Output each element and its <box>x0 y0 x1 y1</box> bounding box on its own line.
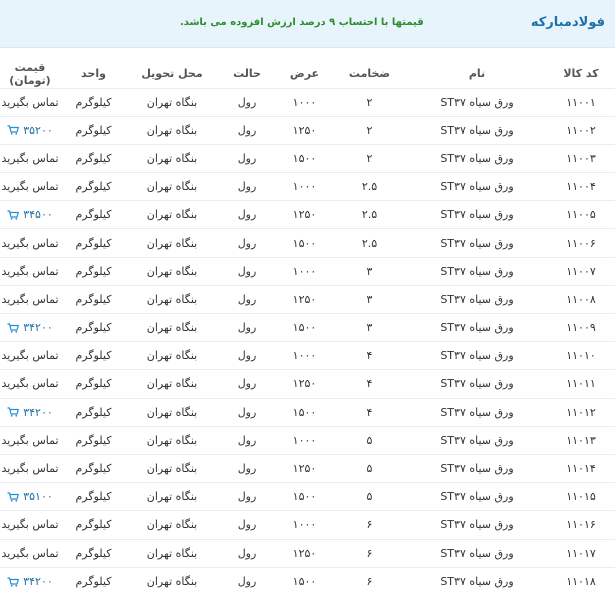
location-cell: بنگاه تهران <box>146 490 198 504</box>
unit-cell: کیلوگرم <box>75 405 112 419</box>
col-header-width: عرض <box>289 67 320 81</box>
price-cell[interactable] <box>0 144 60 172</box>
thickness-cell: ۴ <box>366 377 373 391</box>
contact-us-text[interactable]: تماس بگیرید <box>1 151 59 165</box>
code-cell: ۱۱۰۰۷ <box>566 264 596 278</box>
thickness-cell: ۲.۵ <box>361 180 378 194</box>
width-cell: ۱۲۵۰ <box>292 123 317 137</box>
price-cell[interactable] <box>0 116 60 144</box>
price-cell[interactable] <box>0 257 60 285</box>
code-cell: ۱۱۰۱۰ <box>566 349 596 363</box>
price-cell[interactable] <box>0 88 60 116</box>
state-cell: رول <box>237 518 257 532</box>
code-cell: ۱۱۰۰۹ <box>566 321 596 335</box>
price-cell[interactable] <box>0 454 60 482</box>
code-cell: ۱۱۰۱۷ <box>566 546 596 560</box>
location-cell: بنگاه تهران <box>146 95 198 109</box>
cart-icon[interactable] <box>7 210 19 220</box>
contact-us-text[interactable]: تماس بگیرید <box>1 433 59 447</box>
price-cell[interactable] <box>0 173 60 201</box>
width-cell: ۱۰۰۰ <box>292 264 317 278</box>
price-value: ۳۵۱۰۰ <box>23 490 53 504</box>
location-cell: بنگاه تهران <box>146 180 198 194</box>
price-table <box>0 60 615 595</box>
price-cell[interactable] <box>0 285 60 313</box>
price-cell[interactable] <box>0 342 60 370</box>
state-cell: رول <box>237 180 257 194</box>
cart-icon[interactable] <box>7 492 19 502</box>
width-cell: ۱۵۰۰ <box>292 405 317 419</box>
name-cell: ورق سیاه ST۳۷ <box>440 292 514 306</box>
width-cell: ۱۵۰۰ <box>292 151 317 165</box>
table-row <box>0 257 615 285</box>
price-buy-link[interactable] <box>7 575 53 588</box>
state-cell: رول <box>237 151 257 165</box>
name-cell: ورق سیاه ST۳۷ <box>440 377 514 391</box>
state-cell: رول <box>237 208 257 222</box>
contact-us-text[interactable]: تماس بگیرید <box>1 518 59 532</box>
contact-us-text[interactable]: تماس بگیرید <box>1 264 59 278</box>
price-buy-link[interactable] <box>7 321 53 334</box>
location-cell: بنگاه تهران <box>146 377 198 391</box>
price-buy-link[interactable] <box>7 406 53 419</box>
price-value: ۳۴۲۰۰ <box>23 321 53 335</box>
code-cell: ۱۱۰۰۲ <box>566 123 596 137</box>
name-cell: ورق سیاه ST۳۷ <box>440 490 514 504</box>
thickness-cell: ۶ <box>366 546 373 560</box>
table-row <box>0 201 615 229</box>
thickness-cell: ۲ <box>366 123 373 137</box>
state-cell: رول <box>237 546 257 560</box>
width-cell: ۱۲۵۰ <box>292 462 317 476</box>
contact-us-text[interactable]: تماس بگیرید <box>1 546 59 560</box>
code-cell: ۱۱۰۰۶ <box>566 236 596 250</box>
table-row <box>0 229 615 257</box>
code-cell: ۱۱۰۰۸ <box>566 292 596 306</box>
price-value: ۳۴۵۰۰ <box>23 208 53 222</box>
code-cell: ۱۱۰۱۱ <box>566 377 596 391</box>
unit-cell: کیلوگرم <box>75 292 112 306</box>
state-cell: رول <box>237 349 257 363</box>
col-header-unit: واحد <box>81 67 106 81</box>
price-buy-link[interactable] <box>7 490 53 503</box>
cart-icon[interactable] <box>7 407 19 417</box>
location-cell: بنگاه تهران <box>146 123 198 137</box>
unit-cell: کیلوگرم <box>75 518 112 532</box>
contact-us-text[interactable]: تماس بگیرید <box>1 180 59 194</box>
price-cell[interactable] <box>0 539 60 567</box>
code-cell: ۱۱۰۰۵ <box>566 208 596 222</box>
location-cell: بنگاه تهران <box>146 208 198 222</box>
table-row <box>0 454 615 482</box>
table-row <box>0 539 615 567</box>
thickness-cell: ۶ <box>366 575 373 589</box>
code-cell: ۱۱۰۰۱ <box>566 95 596 109</box>
cart-icon[interactable] <box>7 323 19 333</box>
state-cell: رول <box>237 490 257 504</box>
table-row <box>0 398 615 426</box>
width-cell: ۱۵۰۰ <box>292 236 317 250</box>
unit-cell: کیلوگرم <box>75 208 112 222</box>
name-cell: ورق سیاه ST۳۷ <box>440 405 514 419</box>
code-cell: ۱۱۰۱۴ <box>566 462 596 476</box>
vat-note: قیمتها با احتساب ۹ درصد ارزش افزوده می باشد. <box>180 17 424 28</box>
name-cell: ورق سیاه ST۳۷ <box>440 321 514 335</box>
col-header-price: قیمت (تومان) <box>9 60 51 87</box>
table-row <box>0 567 615 595</box>
unit-cell: کیلوگرم <box>75 433 112 447</box>
table-row <box>0 426 615 454</box>
code-cell: ۱۱۰۱۲ <box>566 405 596 419</box>
price-cell[interactable] <box>0 201 60 229</box>
state-cell: رول <box>237 405 257 419</box>
state-cell: رول <box>237 264 257 278</box>
price-cell[interactable] <box>0 398 60 426</box>
unit-cell: کیلوگرم <box>75 123 112 137</box>
thickness-cell: ۶ <box>366 518 373 532</box>
width-cell: ۱۵۰۰ <box>292 490 317 504</box>
unit-cell: کیلوگرم <box>75 95 112 109</box>
price-cell[interactable] <box>0 314 60 342</box>
state-cell: رول <box>237 377 257 391</box>
width-cell: ۱۲۵۰ <box>292 208 317 222</box>
width-cell: ۱۰۰۰ <box>292 518 317 532</box>
table-row <box>0 342 615 370</box>
contact-us-text[interactable]: تماس بگیرید <box>1 236 59 250</box>
unit-cell: کیلوگرم <box>75 377 112 391</box>
name-cell: ورق سیاه ST۳۷ <box>440 349 514 363</box>
state-cell: رول <box>237 236 257 250</box>
price-value: ۳۴۲۰۰ <box>23 405 53 419</box>
thickness-cell: ۴ <box>366 349 373 363</box>
table-header-row <box>0 60 615 88</box>
location-cell: بنگاه تهران <box>146 433 198 447</box>
location-cell: بنگاه تهران <box>146 405 198 419</box>
name-cell: ورق سیاه ST۳۷ <box>440 123 514 137</box>
code-cell: ۱۱۰۰۳ <box>566 151 596 165</box>
price-cell[interactable] <box>0 511 60 539</box>
thickness-cell: ۲ <box>366 95 373 109</box>
unit-cell: کیلوگرم <box>75 151 112 165</box>
width-cell: ۱۲۵۰ <box>292 546 317 560</box>
page-header <box>0 0 615 48</box>
thickness-cell: ۲.۵ <box>361 208 378 222</box>
width-cell: ۱۰۰۰ <box>292 349 317 363</box>
contact-us-text[interactable]: تماس بگیرید <box>1 377 59 391</box>
name-cell: ورق سیاه ST۳۷ <box>440 236 514 250</box>
name-cell: ورق سیاه ST۳۷ <box>440 546 514 560</box>
price-cell[interactable] <box>0 567 60 595</box>
location-cell: بنگاه تهران <box>146 236 198 250</box>
price-value: ۳۵۲۰۰ <box>23 123 53 137</box>
state-cell: رول <box>237 462 257 476</box>
state-cell: رول <box>237 433 257 447</box>
unit-cell: کیلوگرم <box>75 462 112 476</box>
name-cell: ورق سیاه ST۳۷ <box>440 264 514 278</box>
price-buy-link[interactable] <box>7 124 53 137</box>
thickness-cell: ۳ <box>366 292 373 306</box>
thickness-cell: ۵ <box>366 490 373 504</box>
table-row <box>0 144 615 172</box>
thickness-cell: ۲.۵ <box>361 236 378 250</box>
width-cell: ۱۰۰۰ <box>292 180 317 194</box>
table-row <box>0 314 615 342</box>
name-cell: ورق سیاه ST۳۷ <box>440 575 514 589</box>
state-cell: رول <box>237 575 257 589</box>
name-cell: ورق سیاه ST۳۷ <box>440 433 514 447</box>
width-cell: ۱۵۰۰ <box>292 575 317 589</box>
col-header-location: محل تحویل <box>141 67 203 81</box>
price-cell[interactable] <box>0 229 60 257</box>
name-cell: ورق سیاه ST۳۷ <box>440 180 514 194</box>
unit-cell: کیلوگرم <box>75 546 112 560</box>
price-value: ۳۴۲۰۰ <box>23 575 53 589</box>
unit-cell: کیلوگرم <box>75 349 112 363</box>
location-cell: بنگاه تهران <box>146 264 198 278</box>
code-cell: ۱۱۰۱۸ <box>566 575 596 589</box>
width-cell: ۱۵۰۰ <box>292 321 317 335</box>
price-cell[interactable] <box>0 370 60 398</box>
unit-cell: کیلوگرم <box>75 236 112 250</box>
unit-cell: کیلوگرم <box>75 321 112 335</box>
state-cell: رول <box>237 321 257 335</box>
table-row <box>0 483 615 511</box>
code-cell: ۱۱۰۰۴ <box>566 180 596 194</box>
table-row <box>0 285 615 313</box>
code-cell: ۱۱۰۱۶ <box>566 518 596 532</box>
unit-cell: کیلوگرم <box>75 264 112 278</box>
table-row <box>0 370 615 398</box>
col-header-name: نام <box>468 67 486 81</box>
table-row <box>0 173 615 201</box>
width-cell: ۱۲۵۰ <box>292 377 317 391</box>
col-header-code: کد کالا <box>563 67 599 81</box>
location-cell: بنگاه تهران <box>146 321 198 335</box>
location-cell: بنگاه تهران <box>146 349 198 363</box>
thickness-cell: ۳ <box>366 321 373 335</box>
location-cell: بنگاه تهران <box>146 518 198 532</box>
code-cell: ۱۱۰۱۵ <box>566 490 596 504</box>
name-cell: ورق سیاه ST۳۷ <box>440 208 514 222</box>
location-cell: بنگاه تهران <box>146 462 198 476</box>
table-row <box>0 88 615 116</box>
table-row <box>0 116 615 144</box>
cart-icon[interactable] <box>7 577 19 587</box>
state-cell: رول <box>237 292 257 306</box>
location-cell: بنگاه تهران <box>146 292 198 306</box>
brand-title[interactable]: فولادمبارکه <box>530 15 605 30</box>
thickness-cell: ۵ <box>366 433 373 447</box>
contact-us-text[interactable]: تماس بگیرید <box>1 349 59 363</box>
unit-cell: کیلوگرم <box>75 575 112 589</box>
name-cell: ورق سیاه ST۳۷ <box>440 151 514 165</box>
location-cell: بنگاه تهران <box>146 575 198 589</box>
col-header-thickness: ضخامت <box>348 67 391 81</box>
cart-icon[interactable] <box>7 125 19 135</box>
col-header-state: حالت <box>233 67 261 81</box>
width-cell: ۱۰۰۰ <box>292 433 317 447</box>
contact-us-text[interactable]: تماس بگیرید <box>1 95 59 109</box>
contact-us-text[interactable]: تماس بگیرید <box>1 462 59 476</box>
unit-cell: کیلوگرم <box>75 490 112 504</box>
thickness-cell: ۵ <box>366 462 373 476</box>
state-cell: رول <box>237 123 257 137</box>
table-row <box>0 511 615 539</box>
location-cell: بنگاه تهران <box>146 151 198 165</box>
name-cell: ورق سیاه ST۳۷ <box>440 462 514 476</box>
thickness-cell: ۲ <box>366 151 373 165</box>
price-cell[interactable] <box>0 426 60 454</box>
price-buy-link[interactable] <box>7 208 53 221</box>
thickness-cell: ۴ <box>366 405 373 419</box>
unit-cell: کیلوگرم <box>75 180 112 194</box>
name-cell: ورق سیاه ST۳۷ <box>440 518 514 532</box>
name-cell: ورق سیاه ST۳۷ <box>440 95 514 109</box>
width-cell: ۱۲۵۰ <box>292 292 317 306</box>
price-cell[interactable] <box>0 483 60 511</box>
width-cell: ۱۰۰۰ <box>292 95 317 109</box>
location-cell: بنگاه تهران <box>146 546 198 560</box>
contact-us-text[interactable]: تماس بگیرید <box>1 292 59 306</box>
code-cell: ۱۱۰۱۳ <box>566 433 596 447</box>
state-cell: رول <box>237 95 257 109</box>
thickness-cell: ۳ <box>366 264 373 278</box>
